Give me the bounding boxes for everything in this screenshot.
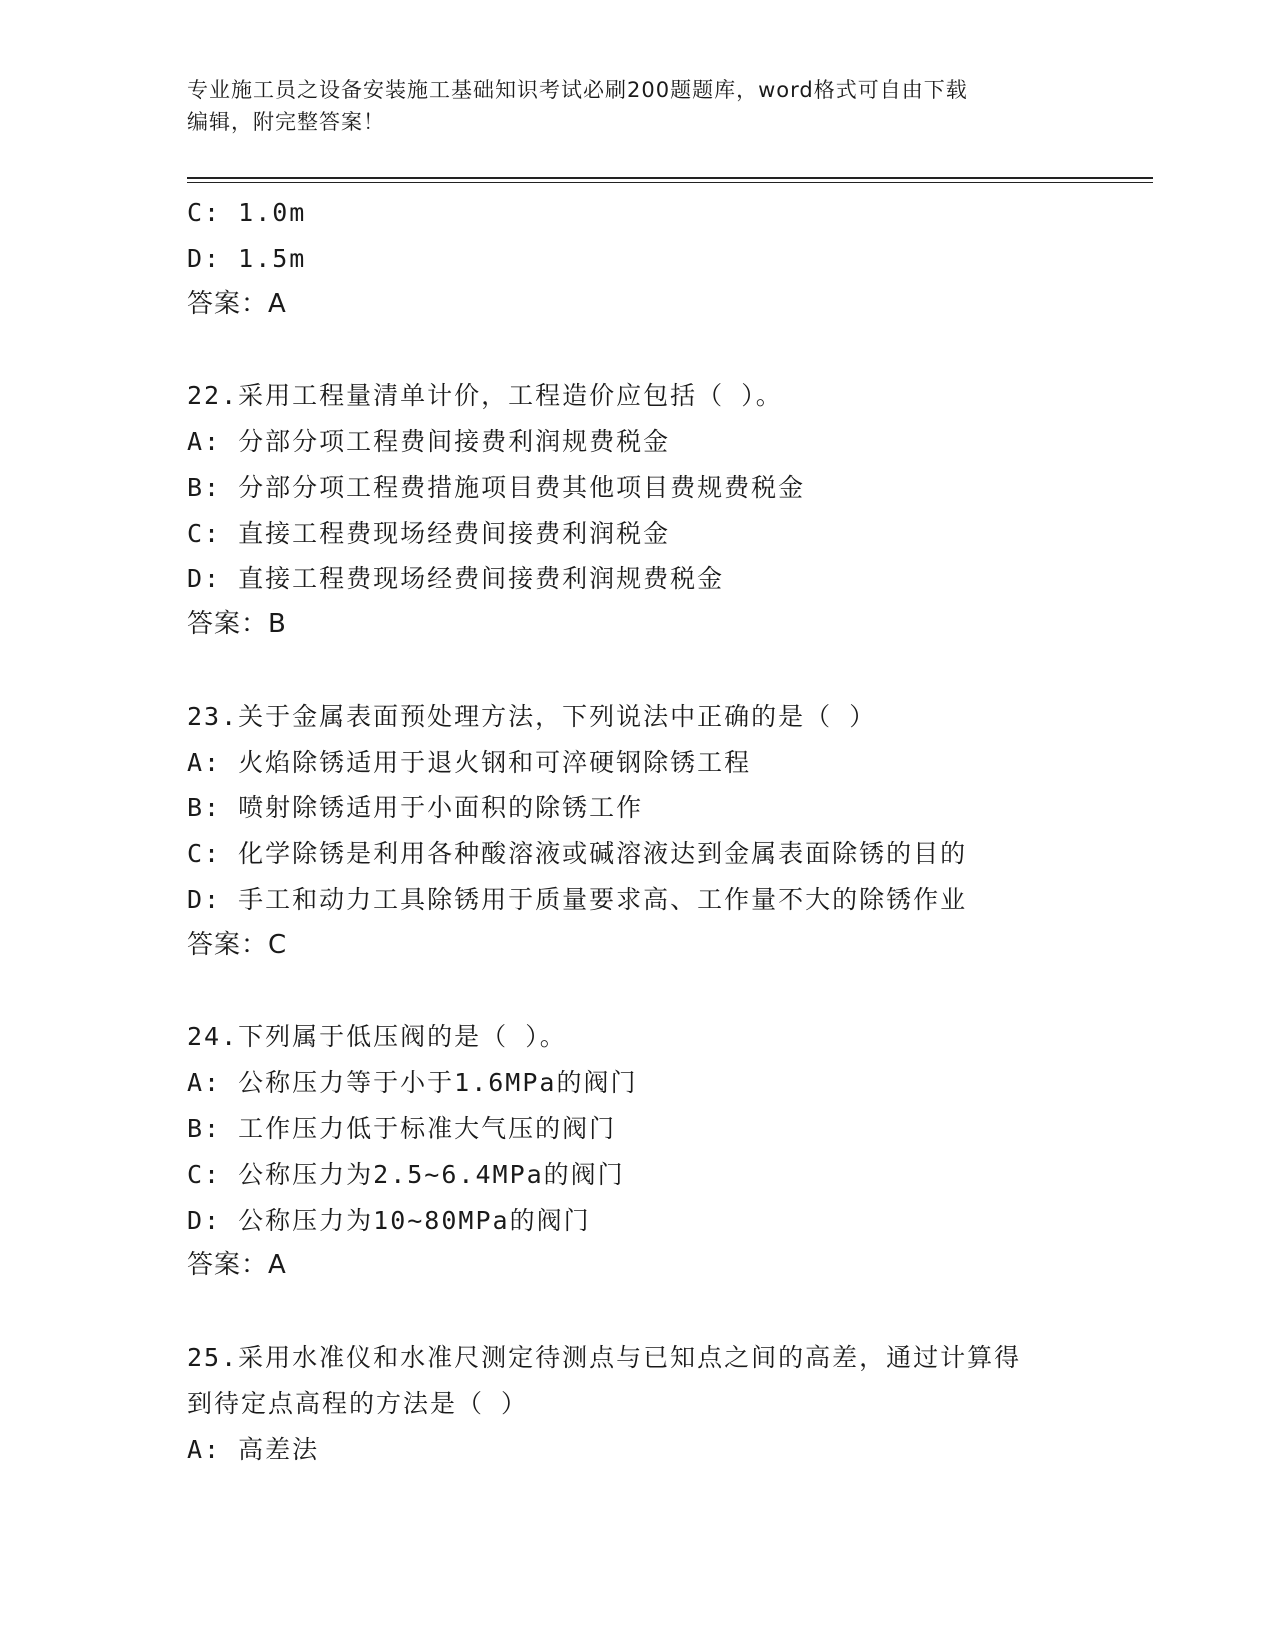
answer-line: 答案：A: [187, 288, 287, 319]
question-stem: 25.采用水准仪和水准尺测定待测点与已知点之间的高差，通过计算得: [187, 1342, 1022, 1372]
question-25: [187, 1335, 1087, 1472]
option-d: D: 1.5m: [187, 243, 307, 273]
question-24: [187, 1014, 1087, 1289]
spacer: [187, 327, 1087, 373]
question-stem: 23.关于金属表面预处理方法，下列说法中正确的是（ ）: [187, 701, 877, 731]
answer-line: 答案：B: [187, 609, 287, 640]
option-b: B: 工作压力低于标准大气压的阀门: [187, 1113, 617, 1143]
option-c: C: 化学除锈是利用各种酸溶液或碱溶液达到金属表面除锈的目的: [187, 839, 968, 869]
header-rule-thick: [187, 177, 1153, 179]
spacer: [187, 969, 1087, 1015]
option-c: C: 1.0m: [187, 198, 307, 227]
question-stem: 24.下列属于低压阀的是（ ）。: [187, 1022, 567, 1052]
option-d: D: 手工和动力工具除锈用于质量要求高、工作量不大的除锈作业: [187, 884, 968, 914]
option-d: D: 直接工程费现场经费间接费利润规费税金: [187, 564, 725, 594]
spacer: [187, 1289, 1087, 1335]
option-a: A: 高差法: [187, 1434, 320, 1464]
document-header: [187, 74, 1087, 138]
question-22: [187, 373, 1087, 648]
question-23: [187, 694, 1087, 969]
question-list: [187, 190, 1087, 1472]
option-b: B: 喷射除锈适用于小面积的除锈工作: [187, 793, 644, 823]
option-c: C: 公称压力为2.5~6.4MPa的阀门: [187, 1159, 625, 1189]
question-stem-continued: 到待定点高程的方法是（ ）: [187, 1388, 529, 1418]
header-line-1: 专业施工员之设备安装施工基础知识考试必刷200题题库，word格式可自由下载: [187, 78, 968, 102]
option-a: A: 公称压力等于小于1.6MPa的阀门: [187, 1068, 638, 1098]
header-line-2: 编辑，附完整答案！: [187, 110, 385, 134]
option-b: B: 分部分项工程费措施项目费其他项目费规费税金: [187, 472, 806, 502]
option-a: A: 分部分项工程费间接费利润规费税金: [187, 426, 671, 456]
option-c: C: 直接工程费现场经费间接费利润税金: [187, 518, 671, 548]
question-21-continued: [187, 190, 1087, 327]
answer-line: 答案：C: [187, 929, 288, 960]
question-stem: 22.采用工程量清单计价，工程造价应包括（ ）。: [187, 381, 783, 411]
answer-line: 答案：A: [187, 1250, 287, 1281]
header-rule-thin: [187, 182, 1153, 183]
option-d: D: 公称压力为10~80MPa的阀门: [187, 1205, 591, 1235]
option-a: A: 火焰除锈适用于退火钢和可淬硬钢除锈工程: [187, 747, 752, 777]
spacer: [187, 648, 1087, 694]
